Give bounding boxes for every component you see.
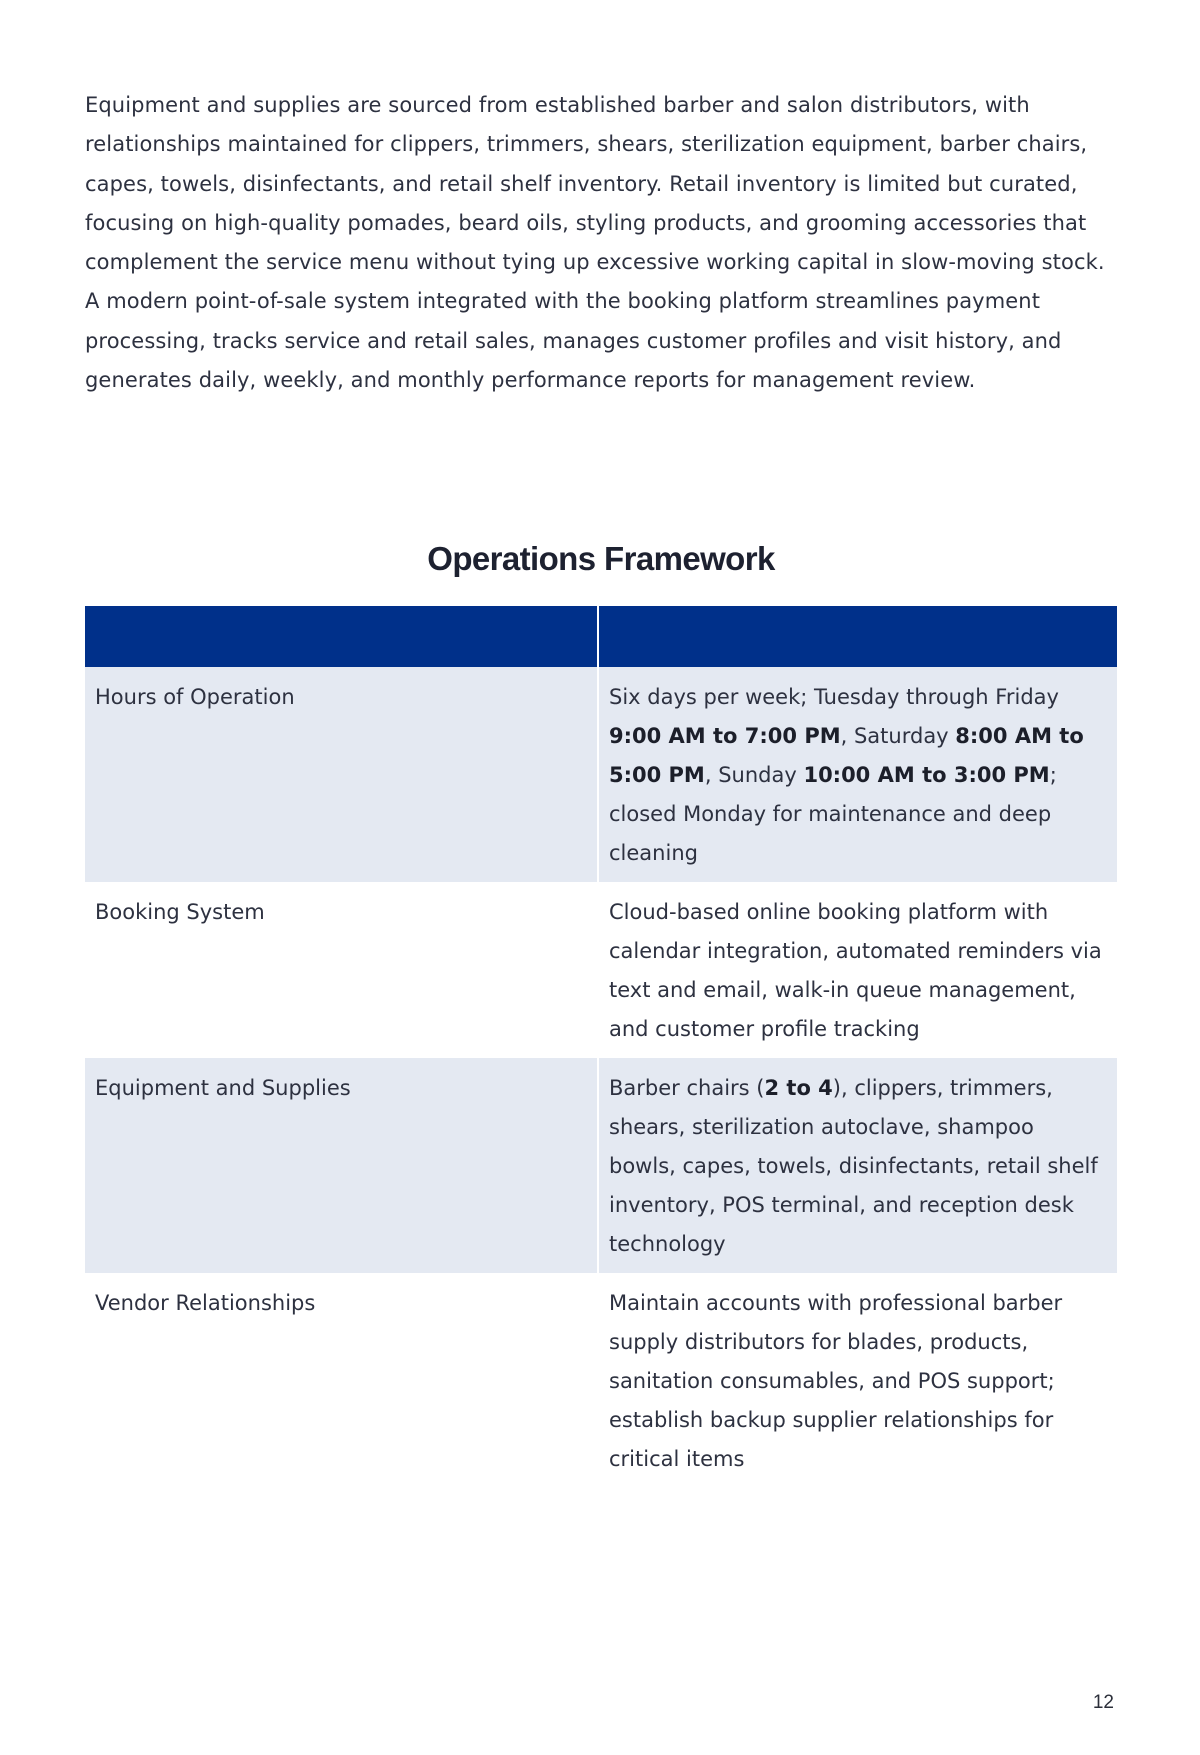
row-detail-vendors: Maintain accounts with professional barber supply distributors for blades, products, sanitation consumables, and POS support; establish backup supplier relationships for critical items [598, 1273, 1117, 1488]
intro-paragraph: Equipment and supplies are sourced from established barber and salon distributors, with relationships maintained for clippers, trimmers, shears, sterilization equipment, barber chairs, capes, towels, disinfectants, and retail shelf inventory. Retail inventory is limited but curated, focusing on high-quality pomades, beard oils, styling products, and grooming accessories that complement the service menu without tying up excessive working capital in slow-moving stock. A modern point-of-sale system integrated with the booking platform streamlines payment processing, tracks service and retail sales, manages customer profiles and visit history, and generates daily, weekly, and monthly performance reports for management review. [85, 93, 1105, 393]
table-row [85, 667, 1117, 882]
row-detail-equipment [598, 1058, 1117, 1273]
chair-count: 2 to 4 [764, 1076, 833, 1100]
row-detail-booking: Cloud-based online booking platform with calendar integration, automated reminders via text and email, walk-in queue management, and customer profile tracking [598, 882, 1117, 1058]
weekday-hours: 9:00 AM to 7:00 PM [609, 724, 841, 748]
table-header-cell [85, 606, 598, 667]
table-row [85, 882, 1117, 1058]
row-label-hours: Hours of Operation [85, 667, 598, 882]
table-row [85, 1058, 1117, 1273]
detail-text: , Sunday [704, 763, 804, 787]
detail-text: ; closed Monday for maintenance and deep cleaning [609, 763, 1057, 865]
operations-table [85, 606, 1117, 1488]
row-label-equipment: Equipment and Supplies [85, 1058, 598, 1273]
table-header-cell [598, 606, 1117, 667]
detail-text: Six days per week; Tuesday through Friday [609, 685, 1059, 709]
sunday-hours: 10:00 AM to 3:00 PM [803, 763, 1050, 787]
row-label-booking: Booking System [85, 882, 598, 1058]
page-number: 12 [1092, 1692, 1114, 1713]
table-row [85, 1273, 1117, 1488]
detail-text: , Saturday [840, 724, 956, 748]
row-detail-hours [598, 667, 1117, 882]
saturday-hours: 8:00 AM to 5:00 PM [609, 724, 1084, 787]
row-label-vendors: Vendor Relationships [85, 1273, 598, 1488]
section-title: Operations Framework [427, 540, 775, 577]
detail-text: ), clippers, trimmers, shears, sterilization autoclave, shampoo bowls, capes, towels, disinfectants, retail shelf inventory, POS terminal, and reception desk technology [609, 1076, 1098, 1256]
detail-text: Barber chairs ( [609, 1076, 765, 1100]
table-header-row [85, 606, 1117, 667]
